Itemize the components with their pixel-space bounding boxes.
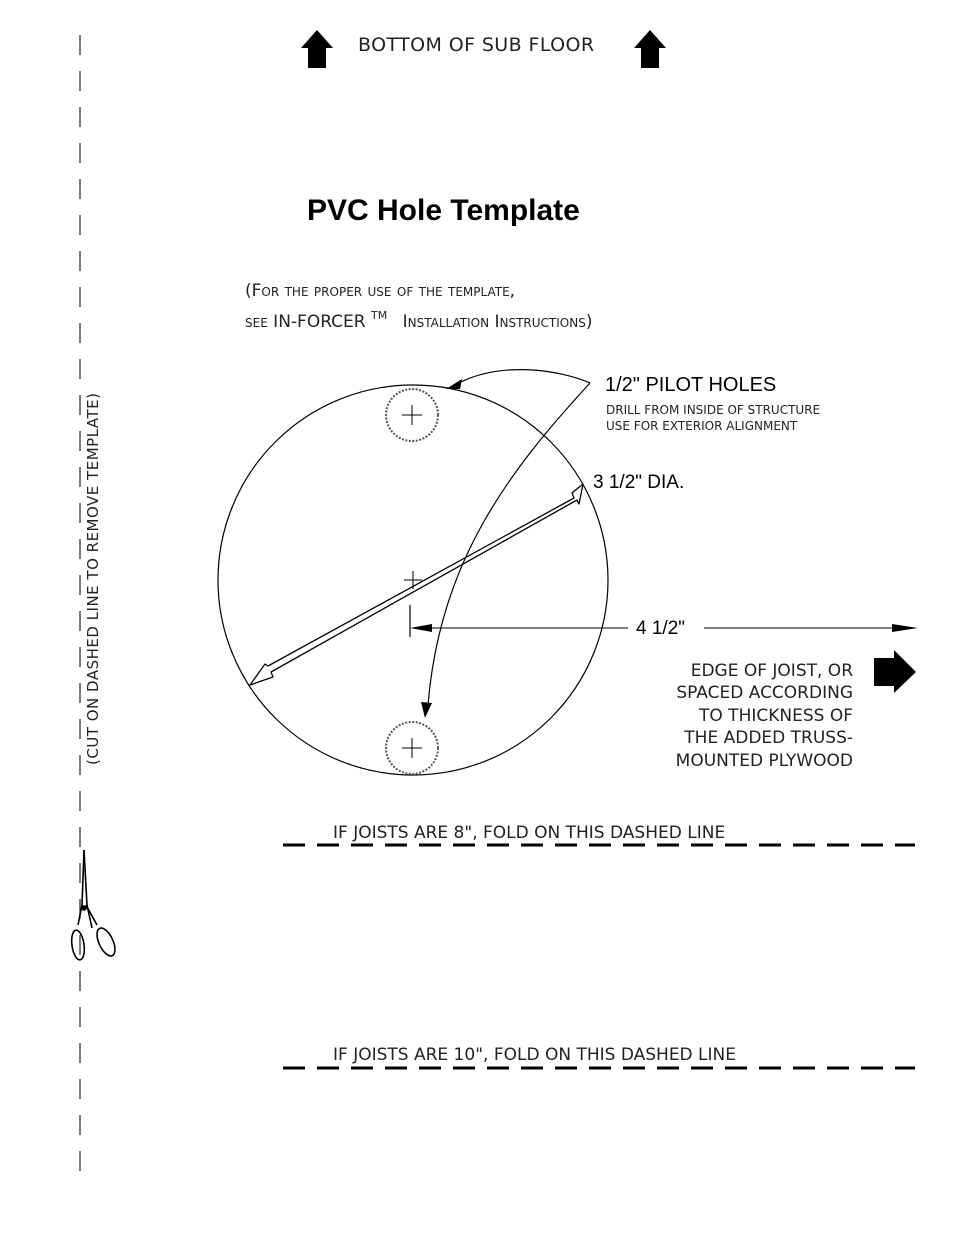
pilot-hole-bottom (386, 722, 438, 774)
offset-arrowhead-right (892, 624, 918, 632)
page-title: PVC Hole Template (307, 194, 580, 227)
pilot-heading: 1/2" PILOT HOLES (605, 374, 777, 396)
note-line-1: (For the proper use of the template, (245, 281, 516, 301)
pilot-curve-arrowhead-bottom (421, 702, 432, 718)
up-arrow-icon (301, 30, 333, 68)
edge-note-line: MOUNTED PLYWOOD (675, 751, 853, 771)
pilot-sub-1: DRILL FROM INSIDE OF STRUCTURE (606, 403, 821, 417)
offset-label: 4 1/2" (636, 618, 686, 639)
edge-note-line: SPACED ACCORDING (676, 683, 853, 703)
pilot-sub-2: USE FOR EXTERIOR ALIGNMENT (606, 419, 798, 433)
note-line-2-tm: TM (371, 309, 388, 322)
diameter-arrow (250, 484, 583, 685)
cut-label: (CUT ON DASHED LINE TO REMOVE TEMPLATE) (84, 392, 102, 765)
note-line-2-suffix: Installation Instructions) (402, 312, 593, 332)
edge-note-line: EDGE OF JOIST, OR (690, 661, 853, 681)
note-line-2 (245, 304, 592, 332)
scissors-icon (70, 850, 119, 961)
edge-note-line: THE ADDED TRUSS- (684, 728, 853, 748)
note-line-2-prefix: see IN-FORCER (245, 312, 366, 332)
pilot-curve-long (428, 383, 590, 705)
pilot-curve-arrow (455, 370, 590, 385)
edge-note-line: TO THICKNESS OF (699, 706, 853, 726)
right-arrow-icon (874, 650, 916, 693)
fold-label-8: IF JOISTS ARE 8", FOLD ON THIS DASHED LINE (333, 823, 726, 843)
pilot-curve-arrowhead-top (446, 379, 462, 389)
diameter-label: 3 1/2" DIA. (593, 472, 685, 493)
edge-note (676, 661, 854, 771)
fold-label-10: IF JOISTS ARE 10", FOLD ON THIS DASHED LINE (333, 1045, 736, 1065)
top-label: BOTTOM OF SUB FLOOR (358, 34, 595, 56)
up-arrow-icon (634, 30, 666, 68)
pilot-hole-top (386, 389, 438, 441)
offset-arrowhead-left (410, 624, 432, 632)
